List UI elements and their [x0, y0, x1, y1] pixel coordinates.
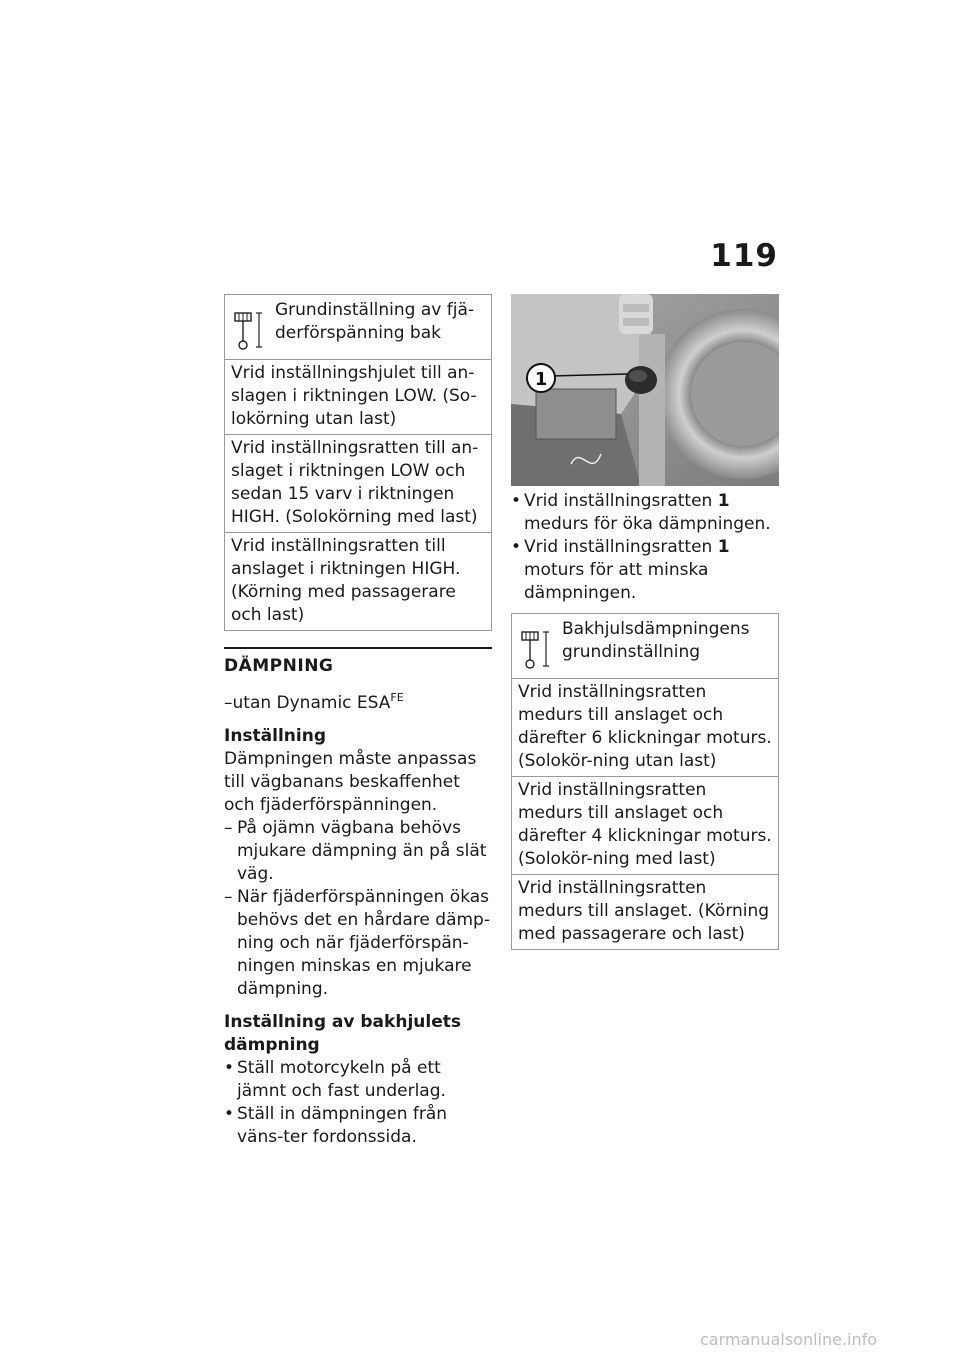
watermark: carmanualsonline.info	[700, 1330, 878, 1349]
rear-damping-heading: Inställning av bakhjulets dämpning	[224, 1012, 461, 1055]
table-header	[512, 614, 778, 679]
right-column	[511, 294, 779, 950]
table-heading: Bakhjulsdämpningens grundinställning	[562, 619, 750, 662]
list-item: • Vrid inställningsratten 1 medurs för öka dämpningen.	[511, 491, 771, 534]
damping-table	[511, 613, 779, 950]
list-item: • Vrid inställningsratten 1 moturs för att minska dämpningen.	[511, 537, 730, 603]
settings-heading: Inställning	[224, 726, 326, 746]
table-row: Vrid inställningsratten medurs till anslaget och därefter 6 klickningar moturs. (Solokör-ning utan last)	[512, 679, 778, 777]
left-column	[224, 294, 492, 1149]
table-row: Vrid inställningshjulet till an-slagen i riktningen LOW. (So-lokörning utan last)	[225, 360, 491, 435]
section-title: DÄMPNING	[224, 647, 492, 678]
suspension-adjust-icon	[518, 626, 556, 672]
figure-callout-label: 1	[534, 369, 548, 390]
list-item: • Ställ in dämpningen från väns-ter fordonssida.	[224, 1104, 448, 1147]
table-row: Vrid inställningsratten till anslaget i riktningen HIGH. (Körning med passagerare och last)	[231, 536, 461, 625]
table-header	[225, 295, 491, 360]
suspension-adjust-icon	[231, 307, 269, 353]
section-subtitle: –utan Dynamic $ESA^{FE}$	[224, 691, 404, 713]
damping-adjuster-photo	[511, 294, 779, 486]
table-row: Vrid inställningsratten medurs till anslaget. (Körning med passagerare och last)	[518, 878, 770, 944]
table-row: Vrid inställningsratten medurs till anslaget och därefter 4 klickningar moturs. (Solokör-ning med last)	[512, 777, 778, 875]
table-heading: Grundinställning av fjä-derförspänning bak	[275, 300, 474, 343]
spring-preload-table	[224, 294, 492, 631]
settings-text: Dämpningen måste anpassas till vägbanans beskaffenhet och fjäderförspänningen.	[224, 749, 477, 815]
list-item: • Ställ motorcykeln på ett jämnt och fast underlag.	[224, 1058, 446, 1101]
table-row: Vrid inställningsratten till an-slaget i riktningen LOW och sedan 15 varv i riktningen HIGH. (Solokörning med last)	[225, 435, 491, 533]
list-item: – På ojämn vägbana behövs mjukare dämpning än på slät väg.	[224, 818, 487, 884]
list-item: – När fjäderförspänningen ökas behövs det en hårdare dämp-ning och när fjäderförspän-ningen minskas en mjukare dämpning.	[224, 887, 490, 999]
page-number: 119	[710, 238, 778, 274]
